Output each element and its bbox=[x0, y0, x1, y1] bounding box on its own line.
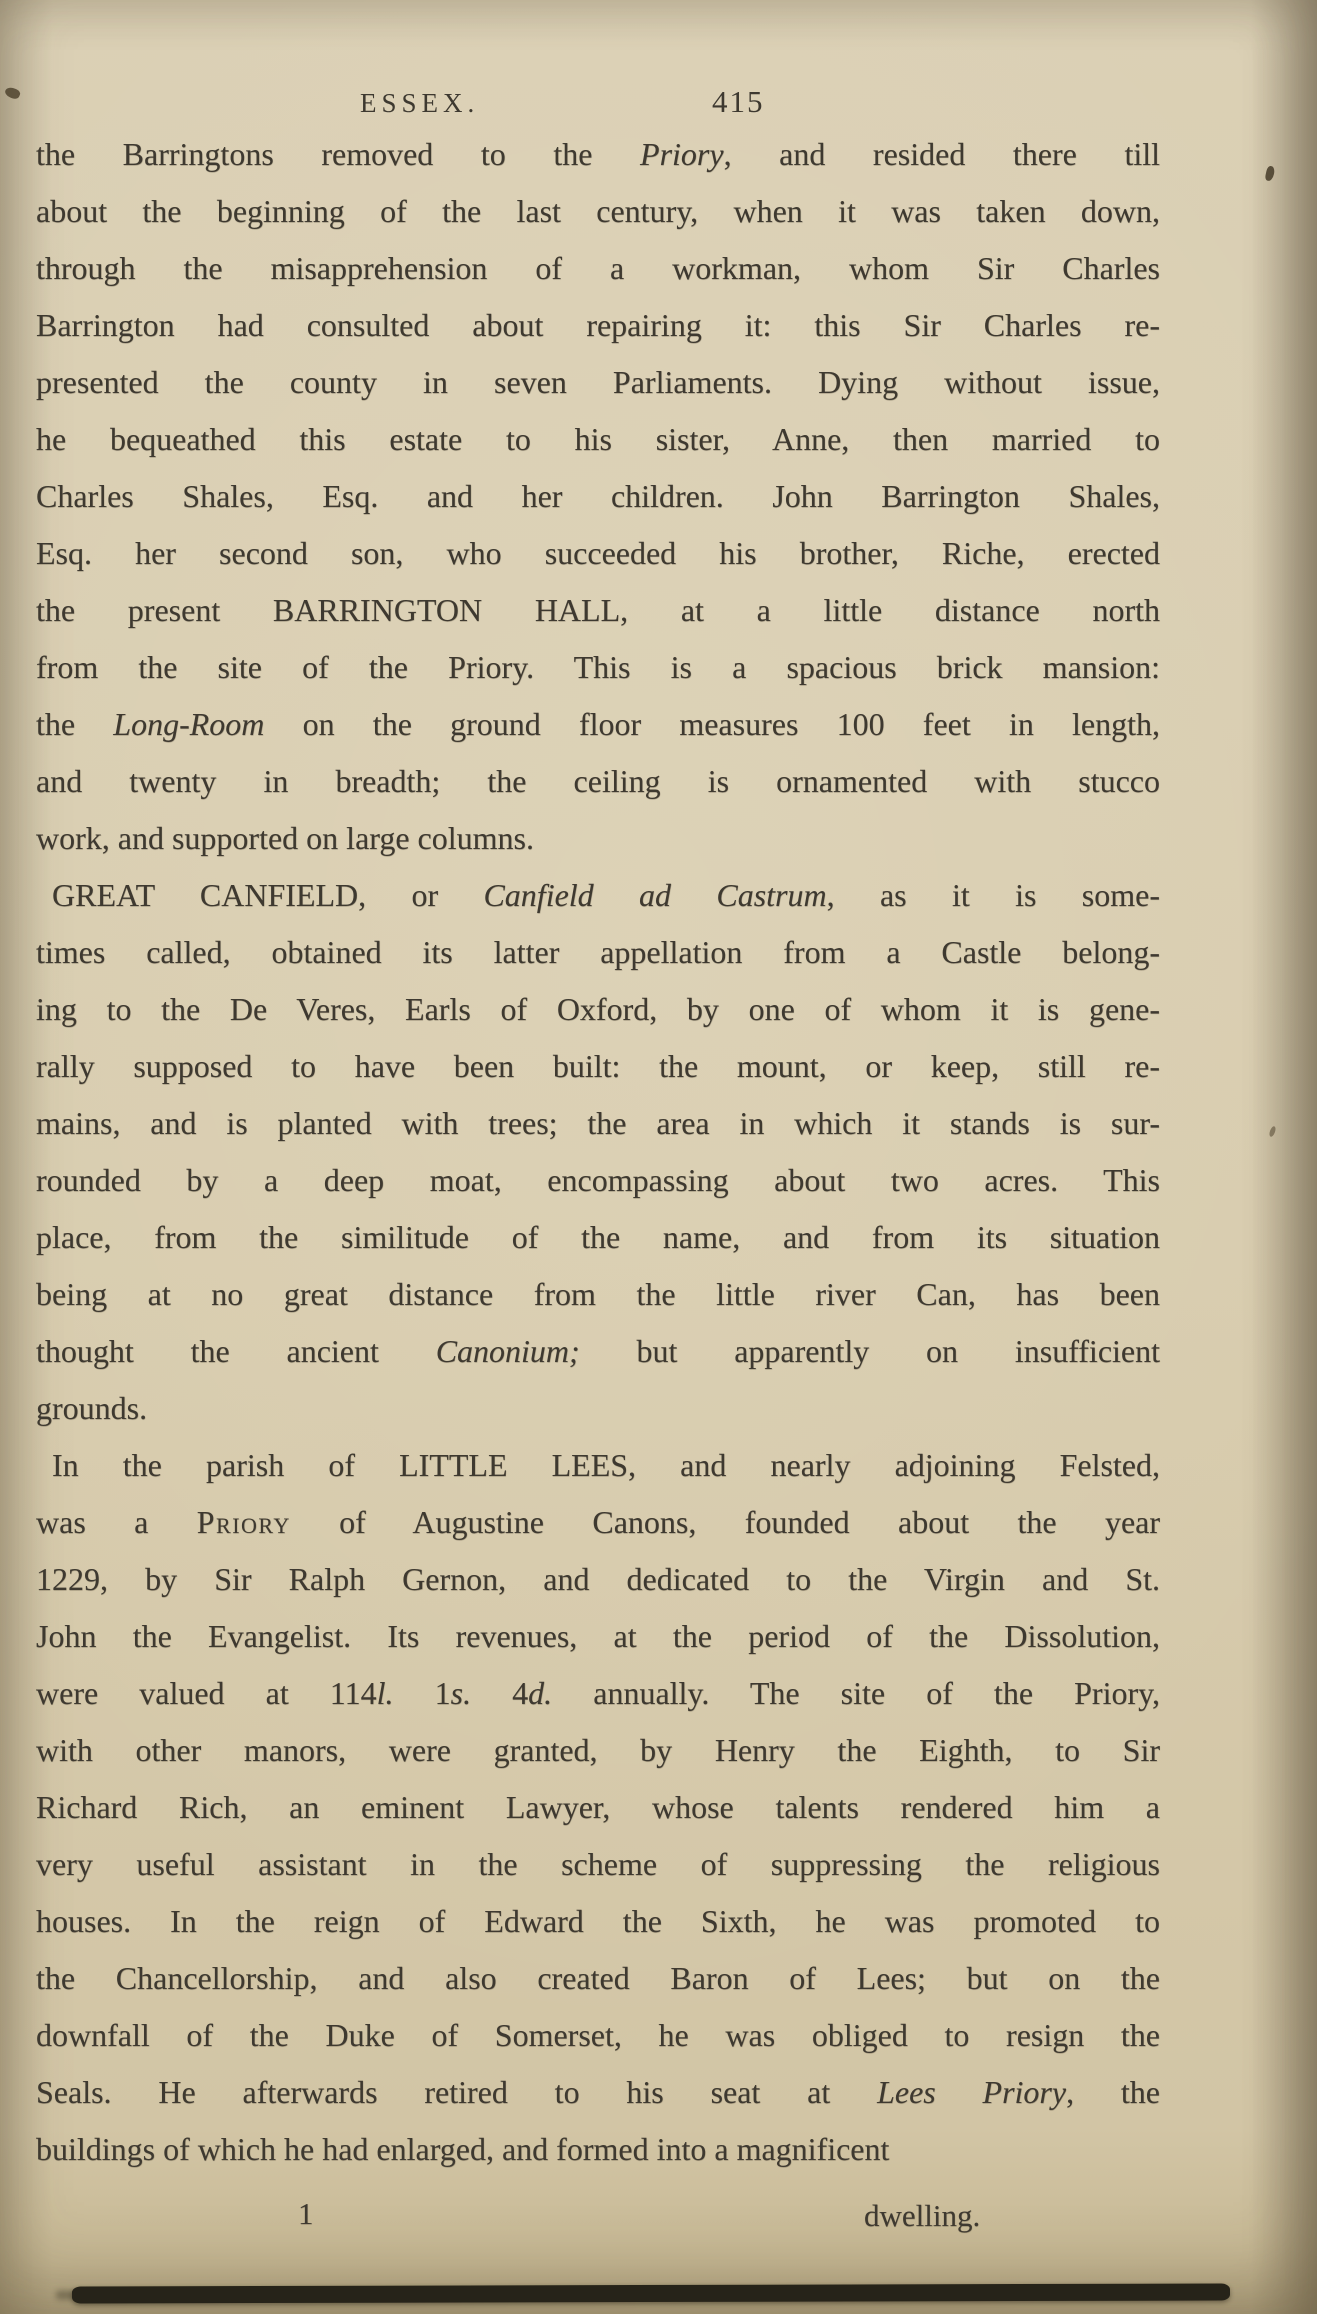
text-line bbox=[36, 1380, 1160, 1437]
paragraph bbox=[36, 126, 1160, 867]
text-line bbox=[36, 753, 1160, 810]
text-segment: grounds. bbox=[36, 1390, 148, 1426]
text-segment: Richard Rich, an eminent Lawyer, whose talents rendered him a bbox=[36, 1789, 1160, 1825]
text-line bbox=[36, 2064, 1160, 2121]
text-segment: downfall of the Duke of Somerset, he was obliged to resign the bbox=[36, 2017, 1160, 2053]
text-line bbox=[36, 924, 1160, 981]
text-line bbox=[36, 126, 1160, 183]
text-segment: the Chancellorship, and also created Baron of Lees; but on the bbox=[36, 1960, 1160, 1996]
text-line bbox=[36, 582, 1160, 639]
page-footer bbox=[36, 2196, 1160, 2246]
text-segment: work, and supported on large columns. bbox=[36, 820, 534, 856]
text-line bbox=[36, 1095, 1160, 1152]
text-line bbox=[36, 1551, 1160, 1608]
text-line bbox=[36, 639, 1160, 696]
text-segment: rounded by a deep moat, encompassing about two acres. This bbox=[36, 1162, 1160, 1198]
text-line bbox=[36, 1836, 1160, 1893]
catchword: dwelling. bbox=[864, 2198, 981, 2233]
text-segment: the bbox=[36, 706, 114, 742]
text-segment: the present BARRINGTON HALL, at a little distance north bbox=[36, 592, 1160, 628]
text-line bbox=[36, 1209, 1160, 1266]
ink-speck bbox=[1268, 1125, 1276, 1137]
text-segment: Barrington had consulted about repairing it: this Sir Charles re- bbox=[36, 307, 1160, 343]
text-segment: rally supposed to have been built: the mount, or keep, still re- bbox=[36, 1048, 1160, 1084]
text-segment: from the site of the Priory. This is a spacious brick mansion: bbox=[36, 649, 1160, 685]
text-line bbox=[36, 810, 1160, 867]
text-segment: but apparently on insufficient bbox=[579, 1333, 1161, 1369]
running-head bbox=[0, 84, 1317, 128]
text-segment: Canonium; bbox=[435, 1333, 580, 1369]
text-segment: annually. The site of the Priory, bbox=[552, 1675, 1161, 1711]
text-line bbox=[36, 867, 1160, 924]
text-segment: times called, obtained its latter appellation from a Castle belong- bbox=[36, 934, 1160, 970]
text-segment: presented the county in seven Parliaments. Dying without issue, bbox=[36, 364, 1160, 400]
signature-mark: 1 bbox=[298, 2196, 314, 2231]
ink-speck bbox=[1265, 165, 1276, 181]
text-segment: GREAT CANFIELD, or bbox=[52, 877, 484, 913]
text-segment: John the Evangelist. Its revenues, at the period of the Dissolution, bbox=[36, 1618, 1160, 1654]
text-segment: ing to the De Veres, Earls of Oxford, by one of whom it is gene- bbox=[36, 991, 1160, 1027]
text-segment: s. bbox=[450, 1675, 472, 1711]
text-line bbox=[36, 696, 1160, 753]
text-line bbox=[36, 297, 1160, 354]
text-segment: on the ground floor measures 100 feet in length, bbox=[264, 706, 1161, 742]
text-line bbox=[36, 240, 1160, 297]
text-segment: , and resided there till bbox=[723, 136, 1160, 172]
text-segment: Charles Shales, Esq. and her children. John Barrington Shales, bbox=[36, 478, 1160, 514]
text-line bbox=[36, 468, 1160, 525]
page-edge-shadow bbox=[72, 2283, 1230, 2303]
text-segment: Lees Priory bbox=[877, 2074, 1067, 2110]
text-segment: were valued at 114 bbox=[36, 1675, 377, 1711]
text-segment: he bequeathed this estate to his sister, Anne, then married to bbox=[36, 421, 1160, 457]
text-segment: l. bbox=[376, 1675, 394, 1711]
text-segment: thought the ancient bbox=[36, 1333, 436, 1369]
text-segment: place, from the similitude of the name, and from its situation bbox=[36, 1219, 1160, 1255]
text-segment: Esq. her second son, who succeeded his brother, Riche, erected bbox=[36, 535, 1160, 571]
text-line bbox=[36, 1608, 1160, 1665]
text-segment: 4 bbox=[471, 1675, 529, 1711]
text-segment: In the parish of LITTLE LEES, and nearly adjoining Felsted, bbox=[52, 1447, 1160, 1483]
text-segment: about the beginning of the last century, when it was taken down, bbox=[36, 193, 1160, 229]
text-line bbox=[36, 2007, 1160, 2064]
text-segment: 1229, by Sir Ralph Gernon, and dedicated to the Virgin and St. bbox=[36, 1561, 1160, 1597]
text-segment: with other manors, were granted, by Henry the Eighth, to Sir bbox=[36, 1732, 1160, 1768]
text-line bbox=[36, 1779, 1160, 1836]
text-line bbox=[36, 981, 1160, 1038]
text-line bbox=[36, 1323, 1160, 1380]
text-segment: mains, and is planted with trees; the area in which it stands is sur- bbox=[36, 1105, 1160, 1141]
text-segment: , the bbox=[1066, 2074, 1161, 2110]
paragraph bbox=[36, 1437, 1160, 2178]
text-segment: being at no great distance from the little river Can, has been bbox=[36, 1276, 1160, 1312]
text-line bbox=[36, 525, 1160, 582]
text-line bbox=[36, 354, 1160, 411]
text-segment: Long-Room bbox=[113, 706, 265, 742]
text-segment: Canfield ad Castrum bbox=[483, 877, 827, 913]
running-head-title: ESSEX. bbox=[360, 88, 480, 118]
text-line bbox=[36, 1893, 1160, 1950]
text-segment: Seals. He afterwards retired to his seat at bbox=[36, 2074, 878, 2110]
text-segment: and twenty in breadth; the ceiling is ornamented with stucco bbox=[36, 763, 1160, 799]
text-segment: Priory bbox=[640, 136, 724, 172]
text-segment: the Barringtons removed to the bbox=[36, 136, 641, 172]
text-block bbox=[36, 126, 1160, 2178]
text-line bbox=[36, 183, 1160, 240]
text-line bbox=[36, 1038, 1160, 1095]
text-line bbox=[36, 1722, 1160, 1779]
text-line bbox=[36, 2121, 1160, 2178]
text-line bbox=[36, 1950, 1160, 2007]
text-segment: Priory bbox=[196, 1504, 291, 1540]
text-line bbox=[36, 1266, 1160, 1323]
text-segment: was a bbox=[36, 1504, 197, 1540]
text-line bbox=[36, 1152, 1160, 1209]
text-line bbox=[36, 1665, 1160, 1722]
paragraph bbox=[36, 867, 1160, 1437]
text-line bbox=[36, 1494, 1160, 1551]
text-segment: very useful assistant in the scheme of suppressing the religious bbox=[36, 1846, 1160, 1882]
text-segment: of Augustine Canons, founded about the year bbox=[290, 1504, 1161, 1540]
text-line bbox=[36, 1437, 1160, 1494]
text-segment: through the misapprehension of a workman, whom Sir Charles bbox=[36, 250, 1160, 286]
text-segment: buildings of which he had enlarged, and formed into a magnificent bbox=[36, 2131, 890, 2167]
text-segment: houses. In the reign of Edward the Sixth, he was promoted to bbox=[36, 1903, 1160, 1939]
page-number: 415 bbox=[712, 84, 765, 119]
text-segment: d. bbox=[528, 1675, 553, 1711]
text-segment: , as it is some- bbox=[826, 877, 1161, 913]
text-line bbox=[36, 411, 1160, 468]
text-segment: 1 bbox=[393, 1675, 451, 1711]
